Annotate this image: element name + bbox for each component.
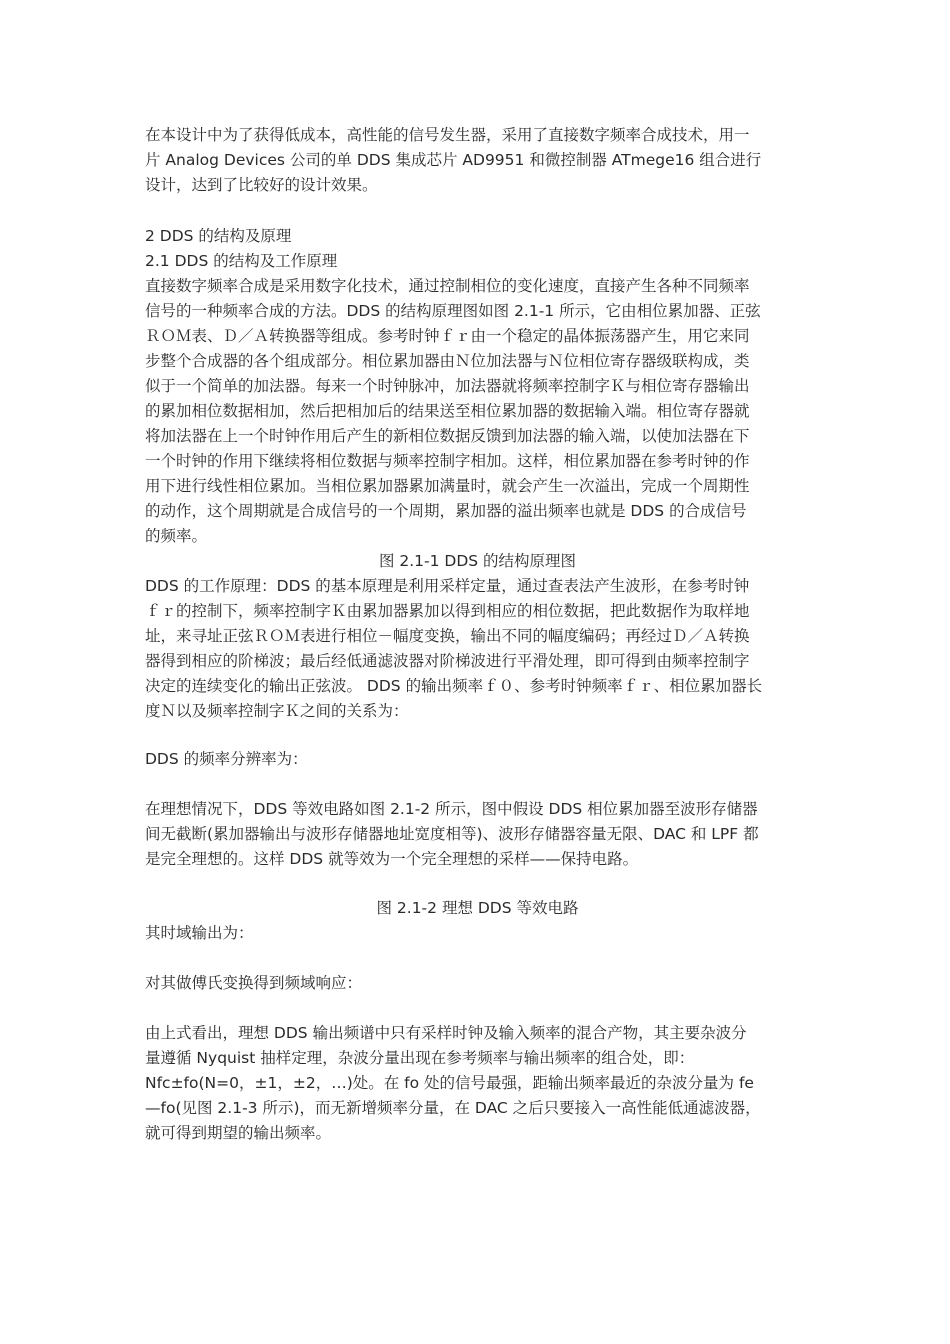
resolution-paragraph (145, 747, 810, 772)
text-line: —fo(见图 2.1-3 所示)，而无新增频率分量，在 DAC 之后只要接入一高性能低通滤波器， (145, 1099, 761, 1117)
text-line: 器得到相应的阶梯波；最后经低通滤波器对阶梯波进行平滑处理，即可得到由频率控制字 (145, 652, 750, 670)
text-line: 在本设计中为了获得低成本，高性能的信号发生器，采用了直接数字频率合成技术，用一 (145, 126, 750, 144)
text-line: 由上式看出，理想 DDS 输出频谱中只有采样时钟及输入频率的混合产物，其主要杂波分 (145, 1024, 747, 1042)
figure-2-block (145, 896, 810, 946)
subsection-title: 2.1 DDS 的结构及工作原理 (145, 252, 338, 270)
text-line: 信号的一种频率合成的方法。DDS 的结构原理图如图 2.1-1 所示，它由相位累加器、正弦 (145, 302, 761, 320)
ideal-circuit-paragraph (145, 797, 810, 872)
frequency-response-paragraph (145, 971, 810, 996)
section-heading (145, 224, 810, 274)
text-line: ＲＯＭ表、Ｄ／Ａ转换器等组成。参考时钟ｆｒ由一个稳定的晶体振荡器产生，用它来同 (145, 327, 750, 345)
text-line: Nfc±fo(N=0，±1，±2，…)处。在 fo 处的信号最强，距输出频率最近的杂波分量为 fe (145, 1074, 754, 1092)
text-line: 的动作，这个周期就是合成信号的一个周期，累加器的溢出频率也就是 DDS 的合成信号 (145, 502, 747, 520)
text-line: 直接数字频率合成是采用数字化技术，通过控制相位的变化速度，直接产生各种不同频率 (145, 277, 750, 295)
text-line: 在理想情况下，DDS 等效电路如图 2.1-2 所示，图中假设 DDS 相位累加器至波形存储器 (145, 800, 758, 818)
text-line: 将加法器在上一个时钟作用后产生的新相位数据反馈到加法器的输入端，以使加法器在下 (145, 427, 750, 445)
text-line: 的累加相位数据相加，然后把相加后的结果送至相位累加器的数据输入端。相位寄存器就 (145, 402, 750, 420)
intro-paragraph (145, 123, 810, 198)
text-line: 似于一个简单的加法器。每来一个时钟脉冲，加法器就将频率控制字Ｋ与相位寄存器输出 (145, 377, 750, 395)
text-line: 间无截断(累加器输出与波形存储器地址宽度相等)、波形存储器容量无限、DAC 和 LPF 都 (145, 825, 759, 843)
text-line: ｆｒ的控制下，频率控制字Ｋ由累加器累加以得到相应的相位数据，把此数据作为取样地 (145, 602, 750, 620)
text-line: DDS 的工作原理：DDS 的基本原理是利用采样定量，通过查表法产生波形，在参考时钟 (145, 577, 750, 595)
section-title: 2 DDS 的结构及原理 (145, 227, 292, 245)
text-line: 就可得到期望的输出频率。 (145, 1124, 332, 1142)
text-line: 其时域输出为： (145, 924, 254, 942)
text-line: 对其做傅氏变换得到频域响应： (145, 974, 363, 992)
figure-caption: 图 2.1-1 DDS 的结构原理图 (378, 552, 577, 570)
structure-paragraph (145, 274, 810, 724)
text-line: 的频率。 (145, 527, 208, 545)
text-line: 址，来寻址正弦ＲＯＭ表进行相位－幅度变换，输出不同的幅度编码；再经过Ｄ／Ａ转换 (145, 627, 750, 645)
text-line: 度Ｎ以及频率控制字Ｋ之间的关系为： (145, 702, 409, 720)
text-line: 设计，达到了比较好的设计效果。 (145, 176, 378, 194)
text-line: 用下进行线性相位累加。当相位累加器累加满量时，就会产生一次溢出，完成一个周期性 (145, 477, 750, 495)
text-line: DDS 的频率分辨率为： (145, 750, 308, 768)
figure-caption: 图 2.1-2 理想 DDS 等效电路 (376, 899, 579, 917)
text-line: 一个时钟的作用下继续将相位数据与频率控制字相加。这样，相位累加器在参考时钟的作 (145, 452, 750, 470)
text-line: 步整个合成器的各个组成部分。相位累加器由Ｎ位加法器与Ｎ位相位寄存器级联构成，类 (145, 352, 750, 370)
text-line: 决定的连续变化的输出正弦波。 DDS 的输出频率ｆ０、参考时钟频率ｆｒ、相位累加器长 (145, 677, 763, 695)
text-line: 片 Analog Devices 公司的单 DDS 集成芯片 AD9951 和微控制器 ATmege16 组合进行 (145, 151, 762, 169)
spectrum-paragraph (145, 1021, 810, 1146)
text-line: 量遵循 Nyquist 抽样定理，杂波分量出现在参考频率与输出频率的组合处，即： (145, 1049, 695, 1067)
text-line: 是完全理想的。这样 DDS 就等效为一个完全理想的采样——保持电路。 (145, 850, 639, 868)
